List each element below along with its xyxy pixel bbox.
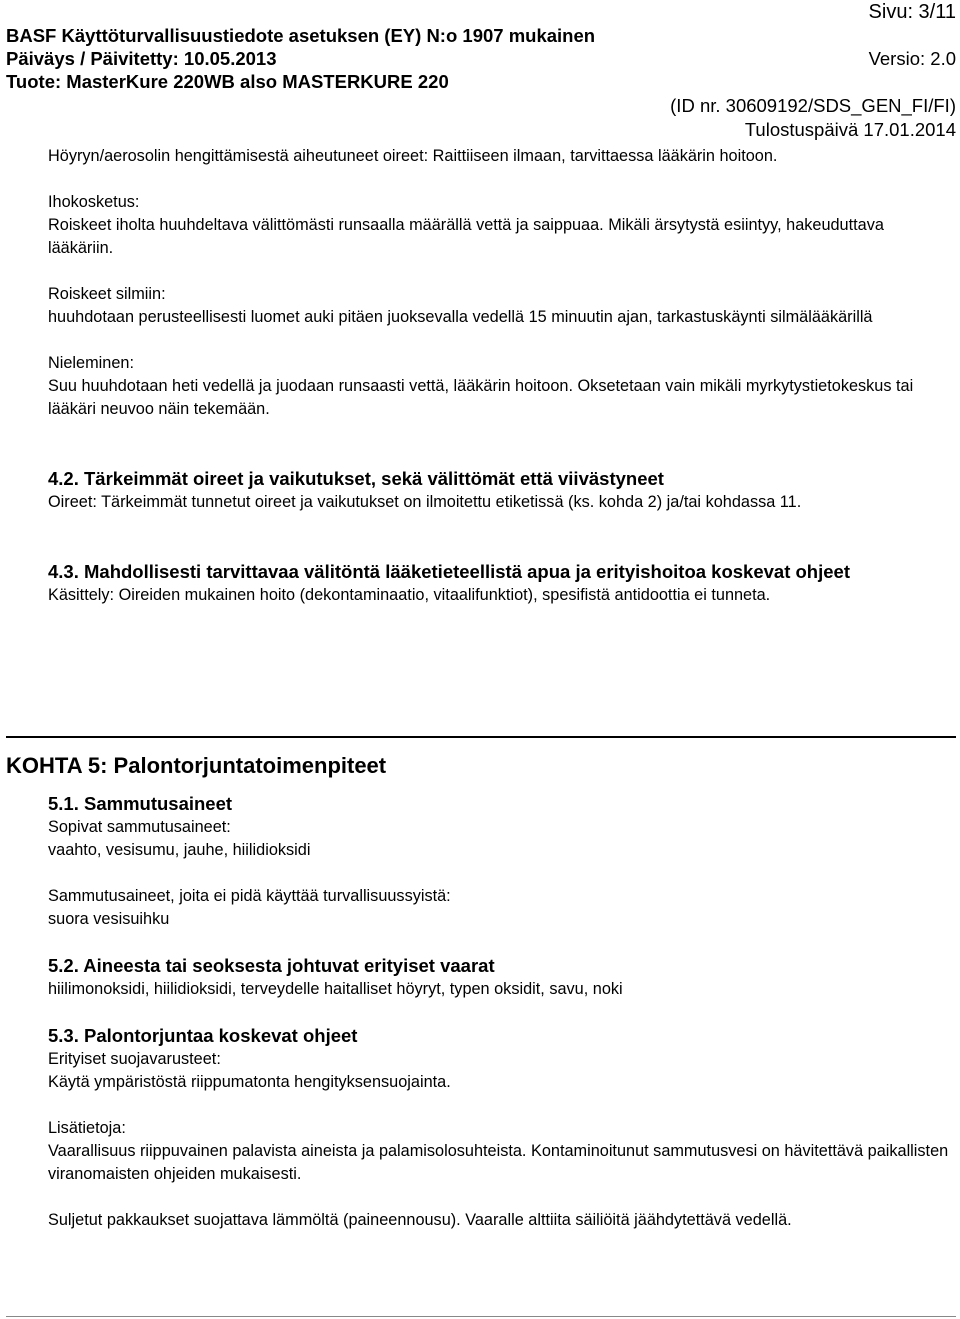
print-date: Tulostuspäivä 17.01.2014 [744, 119, 956, 140]
skin-label: Ihokosketus: [48, 193, 140, 211]
subsection-5-3-title: 5.3. Palontorjuntaa koskevat ohjeet [48, 1025, 358, 1046]
closed-containers-text: Suljetut pakkaukset suojattava lämmöltä (paineennousu). Vaaralle alttiita säiliöitä jäähdytettävä vedellä. [48, 1211, 792, 1229]
revision-date: Päiväys / Päivitetty: 10.05.2013 [6, 48, 277, 69]
document-header [6, 0, 956, 140]
page-number: Sivu: 3/11 [868, 1, 956, 23]
document-id: (ID nr. 30609192/SDS_GEN_FI/FI) [670, 95, 956, 116]
protective-equipment-text: Käytä ympäristöstä riippumatonta hengityksensuojainta. [48, 1073, 451, 1091]
subsection-4-2-text: Oireet: Tärkeimmät tunnetut oireet ja vaikutukset on ilmoitettu etiketissä (ks. kohda 2) ja/tai kohdassa 11. [48, 493, 802, 511]
subsection-5-2-text: hiilimonoksidi, hiilidioksidi, terveydelle haitalliset höyryt, typen oksidit, savu, noki [48, 980, 623, 998]
eye-text: huuhdotaan perusteellisesti luomet auki pitäen juoksevalla vedellä 15 minuutin ajan, tarkastuskäynti silmälääkärillä [48, 308, 873, 326]
suitable-media-label: Sopivat sammutusaineet: [48, 818, 231, 836]
subsection-4-2-title: 4.2. Tärkeimmät oireet ja vaikutukset, sekä välittömät että viivästyneet [48, 468, 664, 489]
ingestion-label: Nieleminen: [48, 354, 134, 372]
protective-equipment-label: Erityiset suojavarusteet: [48, 1050, 221, 1068]
unsuitable-media-text: suora vesisuihku [48, 910, 170, 928]
version: Versio: 2.0 [868, 48, 956, 69]
section-5-header [6, 736, 956, 780]
eye-label: Roiskeet silmiin: [48, 285, 166, 303]
subsection-4-3-title: 4.3. Mahdollisesti tarvittavaa välitöntä lääketieteellistä apua ja erityishoitoa koskevat ohjeet [48, 561, 850, 582]
section-5-title: KOHTA 5: Palontorjuntatoimenpiteet [6, 753, 387, 778]
subsection-5-1-title: 5.1. Sammutusaineet [48, 793, 233, 814]
additional-info-label: Lisätietoja: [48, 1119, 126, 1137]
suitable-media-text: vaahto, vesisumu, jauhe, hiilidioksidi [48, 841, 311, 859]
ingestion-text: Suu huuhdotaan heti vedellä ja juodaan runsaasti vettä, lääkärin hoitoon. Oksetetaan vain mikäli myrkytystietokeskus tai lääkäri neuvoo näin tekemään. [48, 377, 914, 418]
inhalation-text: Höyryn/aerosolin hengittämisestä aiheutuneet oireet: Raittiiseen ilmaan, tarvittaessa lääkärin hoitoon. [48, 147, 778, 165]
skin-text: Roiskeet iholta huuhdeltava välittömästi runsaalla määrällä vettä ja saippuaa. Mikäli ärsytystä esiintyy, hakeuduttava lääkäriin. [48, 216, 884, 257]
bottom-divider [6, 1316, 956, 1317]
unsuitable-media-label: Sammutusaineet, joita ei pidä käyttää turvallisuussyistä: [48, 887, 451, 905]
section-5-content [48, 792, 952, 1232]
subsection-5-2-title: 5.2. Aineesta tai seoksesta johtuvat erityiset vaarat [48, 955, 495, 976]
subsection-4-3-text: Käsittely: Oireiden mukainen hoito (dekontaminaatio, vitaalifunktiot), spesifistä antidoottia ei tunneta. [48, 586, 771, 604]
additional-info-text: Vaarallisuus riippuvainen palavista aineista ja palamisolosuhteista. Kontaminoitunut sammutusvesi on hävitettävä paikallisten viranomaisten ohjeiden mukaisesti. [48, 1142, 949, 1183]
product-name: Tuote: MasterKure 220WB also MASTERKURE 220 [6, 71, 449, 92]
first-aid-content [48, 145, 952, 607]
document-title: BASF Käyttöturvallisuustiedote asetuksen (EY) N:o 1907 mukainen [6, 25, 596, 46]
